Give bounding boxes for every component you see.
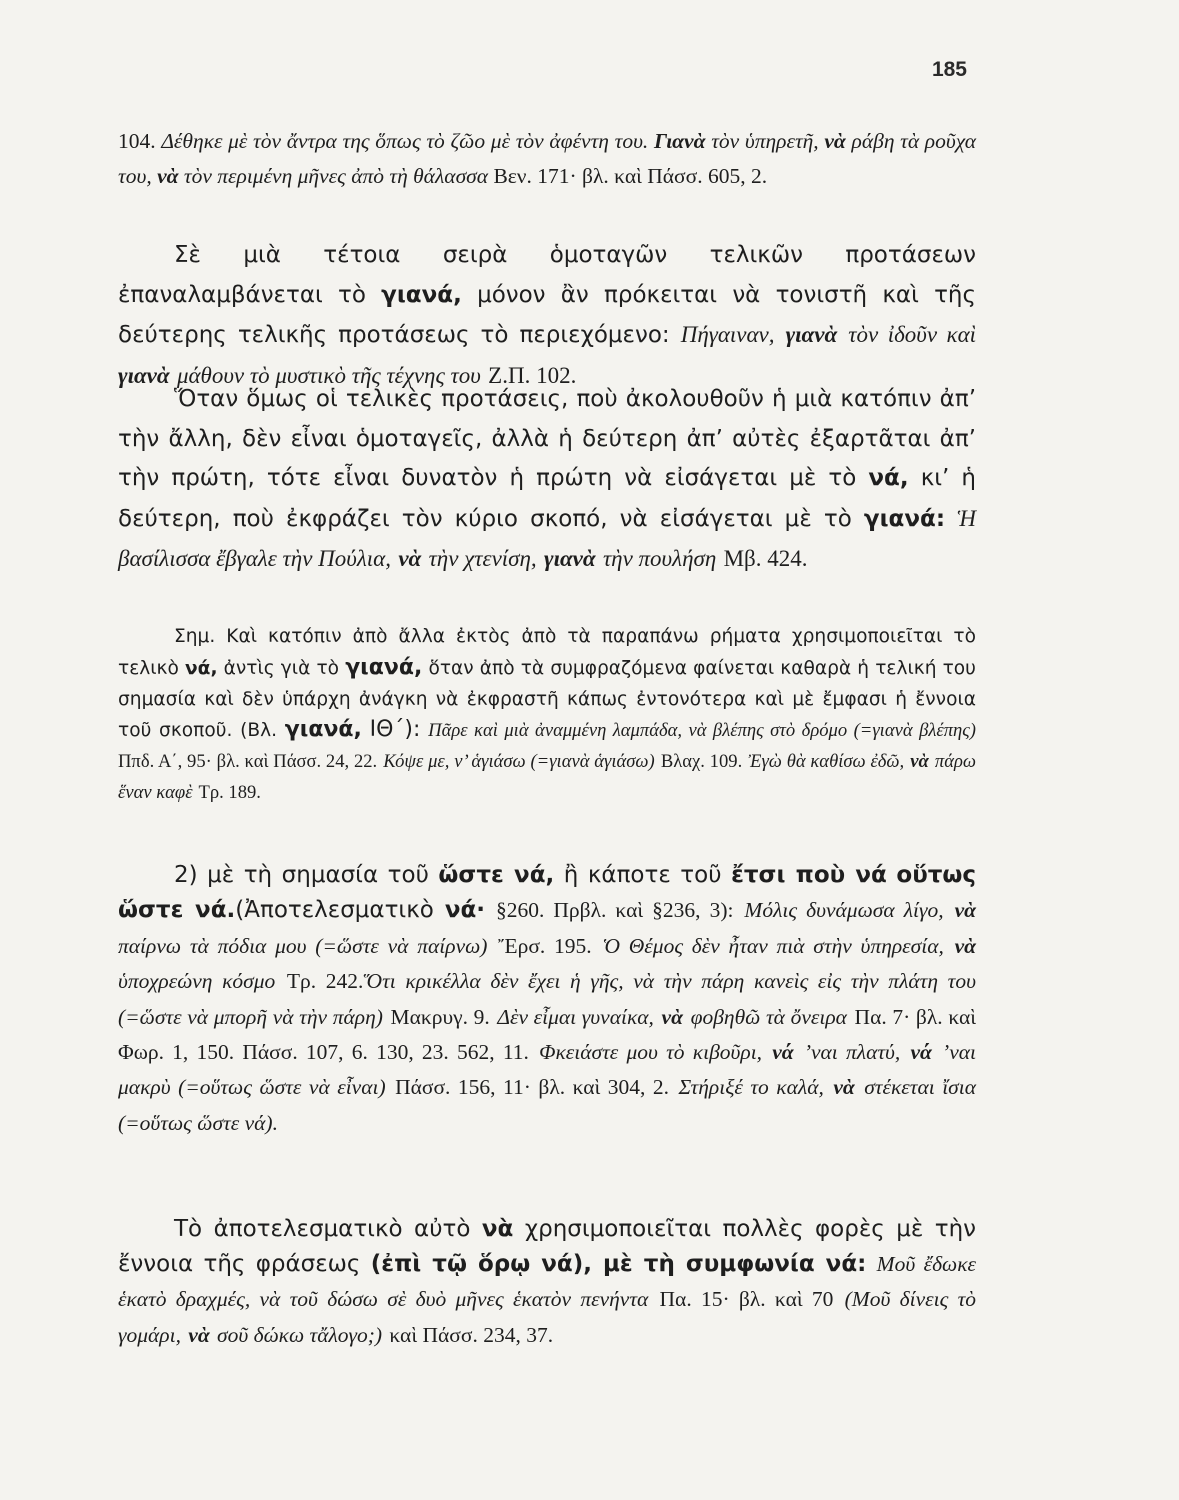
paragraph-104	[118, 124, 976, 193]
body-text: Σὲ μιὰ τέτοια σειρὰ ὁμοταγῶν τελικῶν προτάσεων ἐπαναλαμβάνεται τὸ	[118, 242, 976, 308]
keyword: γιανά,	[345, 654, 423, 680]
body-text: Ὅταν ὅμως οἱ τελικὲς προτάσεις, ποὺ ἀκολουθοῦν ἡ μιὰ κατόπιν ἀπ’ τὴν ἄλλη, δὲν εἶναι ὁμοταγεῖς, ἀλλὰ ἡ δεύτερη ἀπ’ αὐτὲς ἐξαρτᾶται ἀπ’ τὴν πρώτη, τότε εἶναι δυνατὸν ἡ πρώτη νὰ εἰσάγεται μὲ τὸ	[118, 386, 976, 491]
example-text: Πᾶρε καὶ μιὰ ἀναμμένη λαμπάδα, νὰ βλέπης στὸ δρόμο (=γιανὰ βλέπης)	[428, 720, 976, 742]
body-text: μόνον ἂν πρόκειται νὰ τονιστῆ καὶ τῆς δεύτερης τελικῆς προτάσεως τὸ περιεχόμενο:	[118, 281, 977, 348]
keyword: ὥστε νά,	[438, 862, 555, 888]
keyword: γιανὰ	[544, 546, 596, 571]
example-text: σοῦ δώκω τἄλογο;)	[217, 1322, 383, 1347]
example-text: τὴν χτενίση,	[428, 546, 537, 571]
keyword: γιανὰ	[785, 322, 838, 347]
keyword: (ἐπὶ τῷ ὅρῳ νά), μὲ τὴ συμφωνία νά:	[370, 1251, 867, 1278]
keyword: νὰ	[824, 129, 846, 153]
paragraph-consecutive	[118, 858, 976, 1141]
citation: Πα. 15· βλ. καὶ 70	[659, 1287, 834, 1312]
citation: Ζ.Π. 102.	[488, 362, 577, 388]
example-text: ράβη τὰ ροῦχα του,	[118, 129, 977, 188]
example-text: φοβηθῶ τὰ ὄνειρα	[690, 1004, 847, 1029]
example-text: Μοῦ ἔδωκε ἑκατὸ δραχμές, νὰ τοῦ δώσω σὲ δυὸ μῆνες ἑκατὸν πενήντα	[118, 1252, 977, 1312]
keyword: νὰ	[910, 751, 929, 773]
keyword: ἔτσι ποὺ νά	[731, 862, 887, 888]
citation: §260. Πρβλ. καὶ §236, 3):	[496, 898, 734, 923]
example-text: τὸν ὑπηρετῆ,	[711, 129, 819, 153]
keyword: νὰ	[481, 1216, 514, 1242]
keyword: γιανά,	[381, 281, 462, 308]
keyword: νὰ	[188, 1322, 210, 1347]
body-text: ΙΘ΄):	[369, 717, 421, 743]
keyword: γιανά:	[863, 505, 946, 532]
keyword: νὰ	[398, 546, 422, 571]
example-text: Πήγαιναν,	[680, 322, 775, 347]
citation: Μβ. 424.	[723, 546, 808, 571]
example-text: Ὅτι κρικέλλα δὲν ἔχει ἡ γῆς, νὰ τὴν πάρη κανεὶς εἰς τὴν πλάτη του (=ὥστε νὰ μπορῆ νὰ τὴν πάρη)	[118, 969, 976, 1029]
body-text: 2) μὲ τὴ σημασία τοῦ	[174, 862, 429, 888]
keyword: νά,	[868, 465, 909, 491]
citation: Τρ. 189.	[198, 781, 261, 803]
example-text: Φκειάστε μου τὸ κιβοῦρι,	[539, 1040, 763, 1065]
example-text: μάθουν τὸ μυστικὸ τῆς τέχνης του	[176, 362, 481, 388]
section-number: 104.	[118, 129, 156, 153]
keyword: νὰ	[954, 898, 976, 923]
keyword: νὰ	[157, 163, 179, 188]
example-text: Ὁ Θέμος δὲν ἦταν πιὰ στὴν ὑπηρεσία,	[602, 933, 944, 958]
citation: Βλαχ. 109.	[660, 751, 743, 773]
paragraph-condition	[118, 1212, 976, 1353]
keyword: οὕτως ὥστε νά.	[118, 862, 977, 924]
example-text: πάρω ἕναν καφὲ	[118, 751, 977, 803]
example-text: Στήριξέ το καλά,	[678, 1075, 824, 1100]
example-text: ’ναι πλατύ,	[803, 1040, 901, 1065]
example-text: Μόλις δυνάμωσα λίγο,	[744, 898, 944, 923]
example-text: παίρνω τὰ πόδια μου (=ὥστε νὰ παίρνω)	[118, 933, 488, 958]
keyword: νὰ	[833, 1075, 855, 1100]
citation: Ἔρσ. 195.	[498, 933, 592, 958]
body-text: κι’ ἡ δεύτερη, ποὺ ἐκφράζει τὸν κύριο σκοπό, νὰ εἰσάγεται μὲ τὸ	[118, 465, 976, 532]
citation: Πάσσ. 156, 11· βλ. καὶ 304, 2.	[395, 1075, 670, 1100]
page-number: 185	[931, 58, 967, 81]
body-text: (Ἀποτελεσματικὸ	[235, 897, 434, 924]
keyword: νά	[772, 1040, 794, 1065]
keyword: νά,	[185, 657, 218, 679]
keyword: γιανά,	[284, 717, 362, 743]
body-text: χρησιμοποιεῖται πολλὲς φορὲς μὲ τὴν ἔννοια τῆς φράσεως	[118, 1216, 977, 1278]
paragraph-repetition	[118, 236, 976, 396]
citation: Τρ. 242.	[286, 969, 364, 994]
body-text: ὅταν ἀπὸ τὰ συμφραζόμενα φαίνεται καθαρὰ ἡ τελική του σημασία καὶ δὲν ὑπάρχη ἀνάγκη νὰ ἐκφραστῆ κάπως ἐντονότερα καὶ μὲ ἔμφασι ἡ ἔννοια τοῦ σκοποῦ. (Βλ.	[118, 657, 976, 742]
citation: Ππδ. Α΄, 95· βλ. καὶ Πάσσ. 24, 22.	[118, 751, 378, 773]
example-text: Ἐγὼ θὰ καθίσω ἐδῶ,	[748, 751, 905, 773]
example-text: ’ναι μακρὺ (=οὕτως ὥστε νὰ εἶναι)	[118, 1040, 977, 1100]
body-text: Τὸ ἀποτελεσματικὸ αὐτὸ	[174, 1216, 471, 1242]
citation: Πα. 7· βλ. καὶ Φωρ. 1, 150. Πάσσ. 107, 6. 130, 23. 562, 11.	[118, 1004, 977, 1065]
example-text: ὑποχρεώνη κόσμο	[118, 969, 276, 994]
example-text: (Μοῦ δίνεις τὸ γομάρι,	[118, 1287, 977, 1347]
example-text: τὸν περιμένη μῆνες ἀπὸ τὴ θάλασσα	[183, 163, 489, 188]
example-text: τὴν πουλήση	[602, 546, 717, 571]
keyword: νὰ	[661, 1004, 683, 1029]
keyword: νὰ	[954, 933, 977, 958]
example-text: Κόψε με, ν’ ἁγιάσω (=γιανὰ ἁγιάσω)	[383, 751, 655, 773]
keyword: νά	[910, 1040, 932, 1065]
keyword: νά·	[444, 897, 486, 924]
citation: καὶ Πάσσ. 234, 37.	[389, 1322, 554, 1347]
example-text: Δὲν εἶμαι γυναίκα,	[497, 1004, 654, 1029]
note-paragraph	[118, 622, 976, 809]
paragraph-dependent-clauses	[118, 380, 976, 580]
keyword: Γιανὰ	[654, 129, 706, 153]
example-text: Ἡ βασίλισσα ἔβγαλε τὴν Πούλια,	[118, 505, 977, 571]
body-text: Σημ. Καὶ κατόπιν ἀπὸ ἄλλα ἐκτὸς ἀπὸ τὰ παραπάνω ρήματα χρησιμοποιεῖται τὸ τελικὸ	[118, 626, 976, 679]
body-text: ἀντὶς γιὰ τὸ	[223, 657, 340, 679]
citation: Μακρυγ. 9.	[390, 1004, 490, 1029]
keyword: γιανὰ	[118, 362, 170, 388]
example-text: τὸν ἰδοῦν καὶ	[848, 322, 977, 347]
example-text: στέκεται ἴσια (=οὕτως ὥστε νά).	[118, 1075, 977, 1135]
example-text: Δέθηκε μὲ τὸν ἄντρα της ὅπως τὸ ζῶο μὲ τὸν ἀφέντη του.	[161, 129, 649, 153]
citation: Βεν. 171· βλ. καὶ Πάσσ. 605, 2.	[493, 163, 768, 188]
body-text: ἢ κάποτε τοῦ	[563, 862, 722, 888]
